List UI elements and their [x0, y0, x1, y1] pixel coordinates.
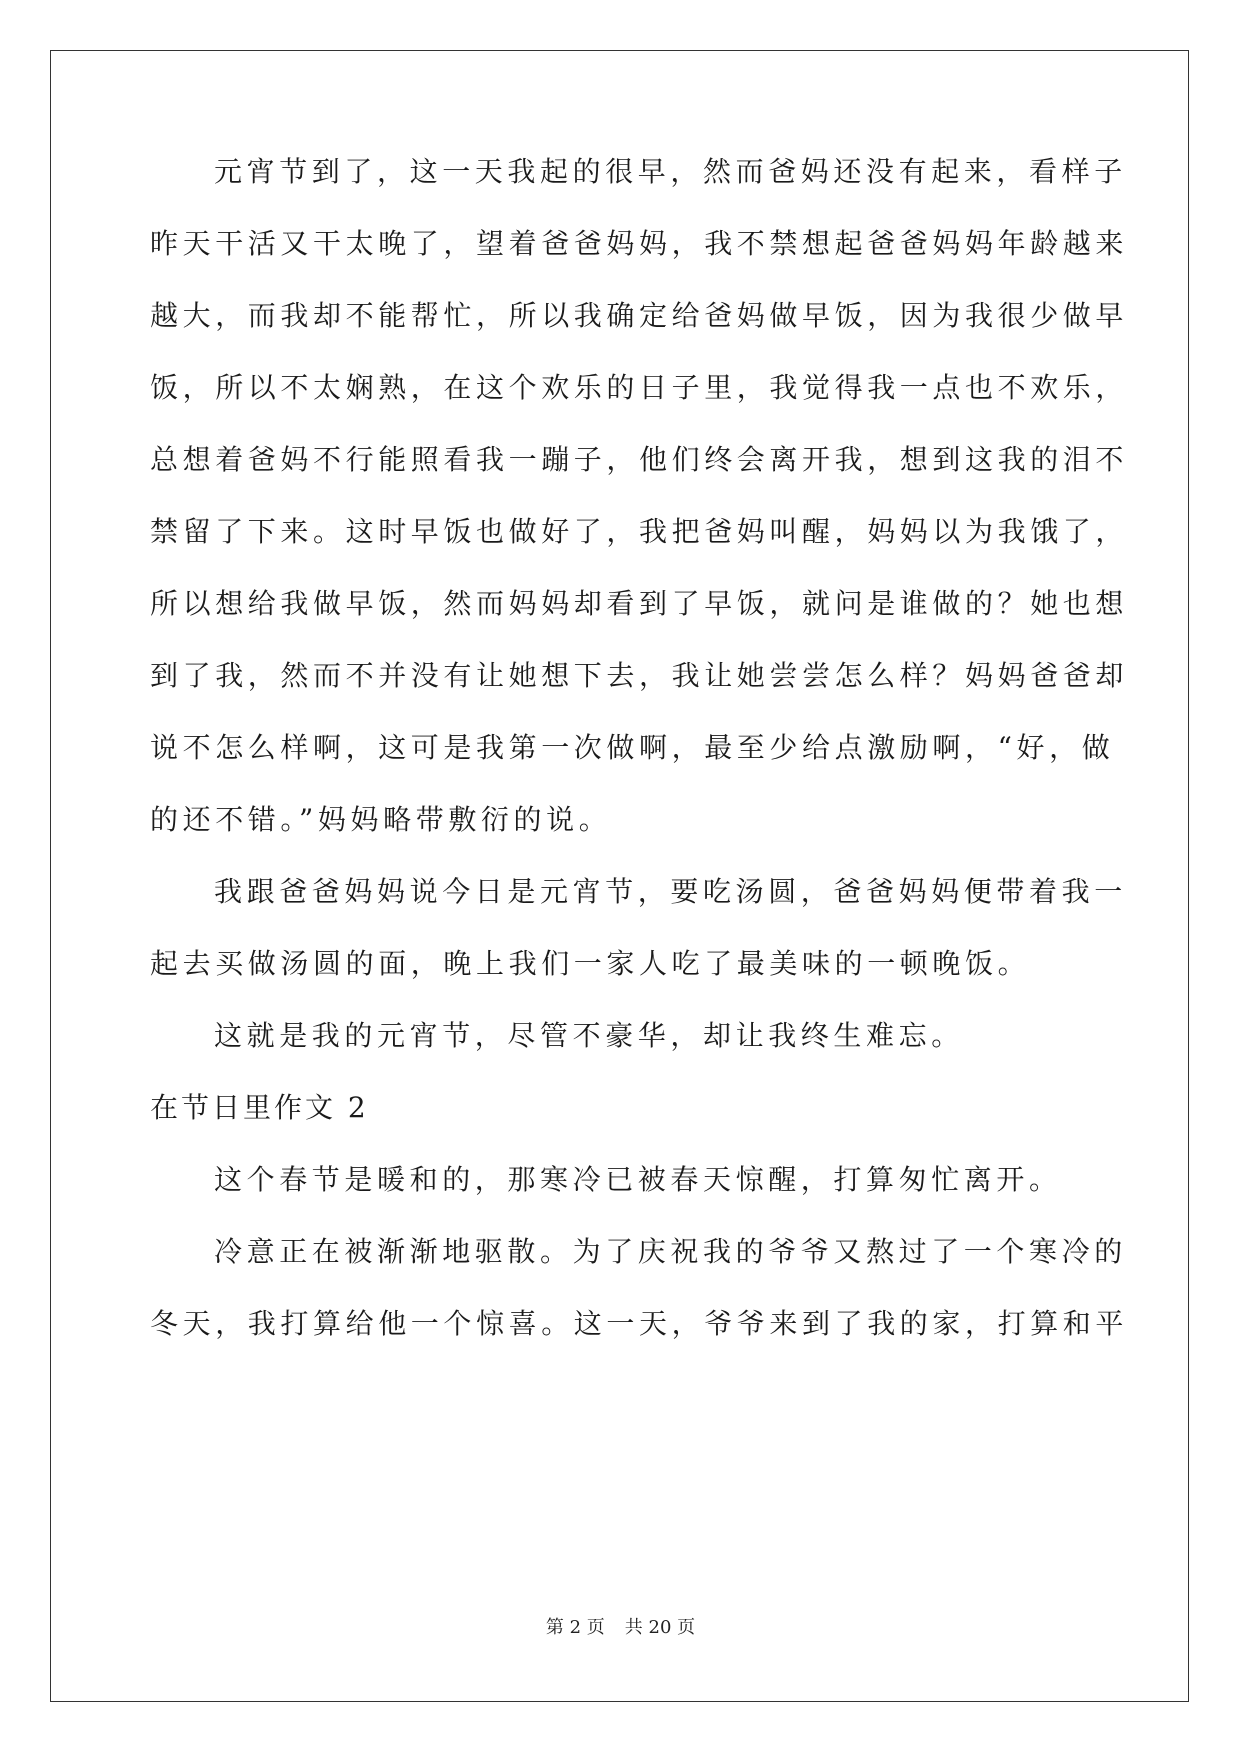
text-line: 起去买做汤圆的面，晚上我们一家人吃了最美味的一顿晚饭。 [150, 947, 1031, 980]
page-total: 共 20 页 [624, 1617, 696, 1638]
page-footer [0, 1616, 1241, 1640]
text-line: 禁留了下来。这时早饭也做好了，我把爸妈叫醒，妈妈以为我饿了， [150, 515, 1129, 548]
text-line: 我跟爸爸妈妈说今日是元宵节，要吃汤圆，爸爸妈妈便带着我一 [214, 875, 1127, 908]
text-line: 冬天，我打算给他一个惊喜。这一天，爷爷来到了我的家，打算和平 [150, 1307, 1129, 1340]
text-line: 所以想给我做早饭，然而妈妈却看到了早饭，就问是谁做的？她也想 [150, 587, 1129, 620]
text-line: 昨天干活又干太晚了，望着爸爸妈妈，我不禁想起爸爸妈妈年龄越来 [150, 227, 1129, 260]
text-line: 这个春节是暖和的，那寒冷已被春天惊醒，打算匆忙离开。 [214, 1163, 1062, 1196]
text-line: 说不怎么样啊，这可是我第一次做啊，最至少给点激励啊，“好，做 [150, 731, 1115, 764]
text-line: 这就是我的元宵节，尽管不豪华，却让我终生难忘。 [214, 1019, 964, 1052]
text-line: 越大，而我却不能帮忙，所以我确定给爸妈做早饭，因为我很少做早 [150, 299, 1129, 332]
page-number: 第 2 页 [545, 1617, 605, 1638]
text-line: 冷意正在被渐渐地驱散。为了庆祝我的爷爷又熬过了一个寒冷的 [214, 1235, 1127, 1268]
section-heading: 在节日里作文 2 [150, 1091, 369, 1124]
text-line: 元宵节到了，这一天我起的很早，然而爸妈还没有起来，看样子 [214, 155, 1127, 188]
text-line: 到了我，然而不并没有让她想下去，我让她尝尝怎么样？妈妈爸爸却 [150, 659, 1129, 692]
text-line: 总想着爸妈不行能照看我一蹦子，他们终会离开我，想到这我的泪不 [150, 443, 1129, 476]
text-line: 饭，所以不太娴熟，在这个欢乐的日子里，我觉得我一点也不欢乐， [150, 371, 1129, 404]
text-line: 的还不错。”妈妈略带敷衍的说。 [150, 803, 612, 836]
